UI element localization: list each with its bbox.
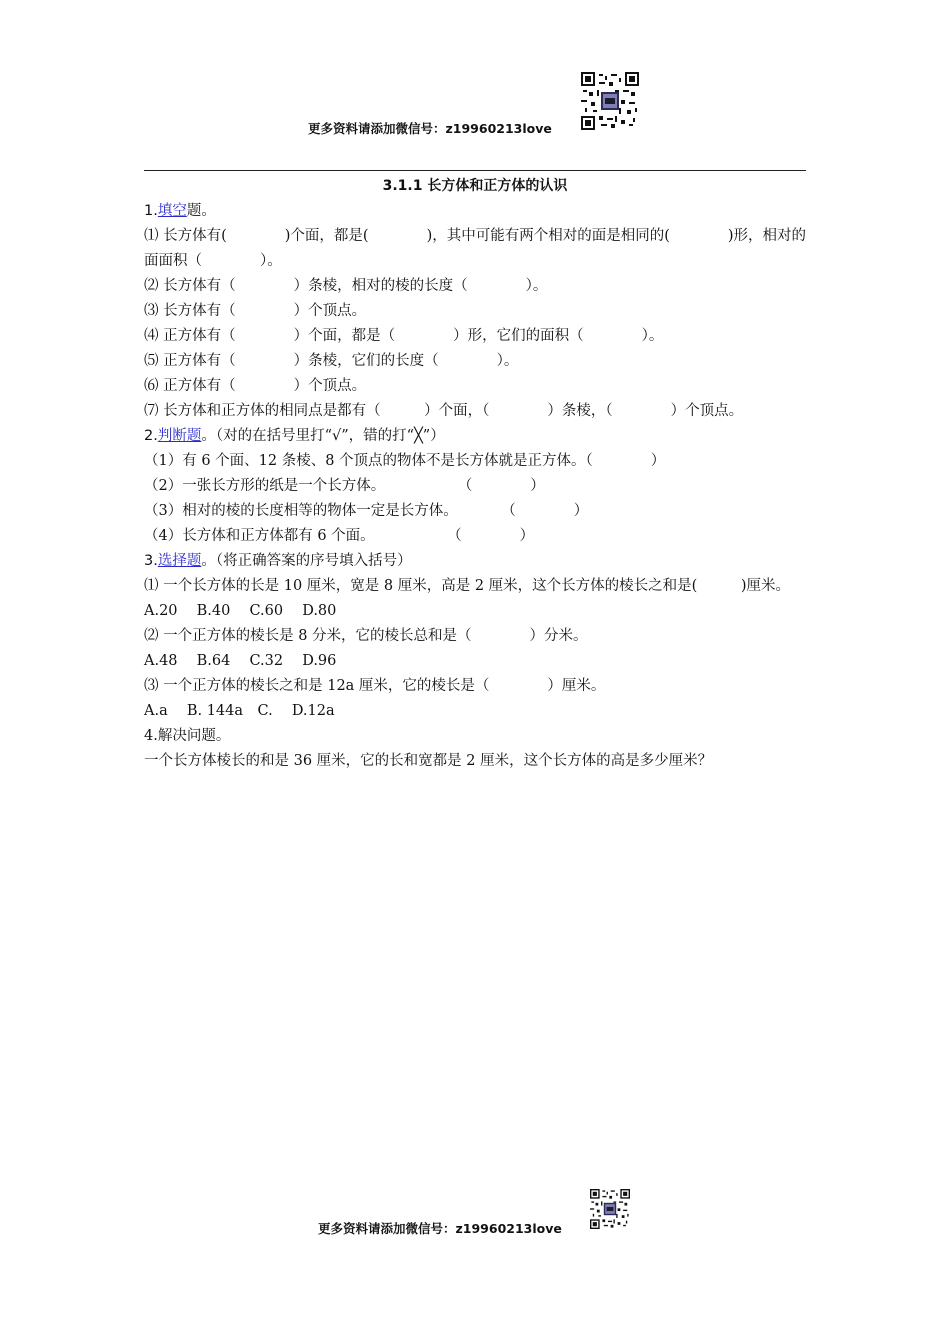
s2-item-1: （1）有 6 个面、12 条棱、8 个顶点的物体不是长方体就是正方体。（ ） <box>144 453 666 469</box>
section-3-suffix: 。（将正确答案的序号填入括号） <box>201 553 412 569</box>
section-3-heading <box>144 549 814 574</box>
page-title: 3.1.1 长方体和正方体的认识 <box>382 178 568 194</box>
section-1-number: 1. <box>144 203 158 219</box>
section-1-suffix: 题。 <box>186 203 216 219</box>
s3-question-1-options: A.20 B.40 C.60 D.80 <box>144 603 337 619</box>
section-2-heading <box>144 424 814 449</box>
multiple-choice-link[interactable]: 选择题 <box>157 553 202 569</box>
section-1-heading <box>144 199 814 224</box>
s4-problem: 一个长方体棱长的和是 36 厘米，它的长和宽都是 2 厘米，这个长方体的高是多少厘米？ <box>144 753 713 769</box>
s3-question-3: ⑶ 一个正方体的棱长之和是 12a 厘米，它的棱长是（ ）厘米。 <box>144 678 606 694</box>
s3-question-1: ⑴ 一个长方体的长是 10 厘米，宽是 8 厘米，高是 2 厘米，这个长方体的棱长之和是( )厘米。 <box>144 578 790 594</box>
s2-item-2: （2）一张长方形的纸是一个长方体。 （ ） <box>144 478 545 494</box>
s1-item-3: ⑶ 长方体有（ ）个顶点。 <box>144 303 367 319</box>
section-4-heading: 4.解决问题。 <box>144 728 231 744</box>
section-3-number: 3. <box>144 553 158 569</box>
true-false-link[interactable]: 判断题 <box>157 428 202 444</box>
s3-question-2-options: A.48 B.64 C.32 D.96 <box>144 653 337 669</box>
s1-item-5: ⑸ 正方体有（ ）条棱，它们的长度（ ）。 <box>144 353 519 369</box>
s1-item-2: ⑵ 长方体有（ ）条棱，相对的棱的长度（ ）。 <box>144 278 548 294</box>
s1-item-7: ⑺ 长方体和正方体的相同点是都有（ ）个面，（ ）条棱，（ ）个顶点。 <box>144 403 744 419</box>
s2-item-3: （3）相对的棱的长度相等的物体一定是长方体。 （ ） <box>144 503 589 519</box>
fill-blank-link[interactable]: 填空 <box>157 203 187 219</box>
s1-item-4: ⑷ 正方体有（ ）个面，都是（ ）形，它们的面积（ ）。 <box>144 328 664 344</box>
section-2-number: 2. <box>144 428 158 444</box>
s1-item-6: ⑹ 正方体有（ ）个顶点。 <box>144 378 367 394</box>
qr-code-icon <box>581 72 639 130</box>
qr-code-icon <box>590 1189 630 1229</box>
s3-question-2: ⑵ 一个正方体的棱长是 8 分米，它的棱长总和是（ ）分米。 <box>144 628 588 644</box>
section-2-suffix: 。（对的在括号里打“√”，错的打“╳”） <box>201 428 445 444</box>
s2-item-4: （4）长方体和正方体都有 6 个面。 （ ） <box>144 528 535 544</box>
header-divider <box>144 170 806 171</box>
header-wechat-text: 更多资料请添加微信号：z19960213love <box>308 121 552 136</box>
worksheet-content <box>144 199 814 774</box>
s3-question-3-options: A.a B. 144a C. D.12a <box>144 703 335 719</box>
s1-item-1: ⑴ 长方体有( )个面，都是( )，其中可能有两个相对的面是相同的( )形，相对的面面积（ ）。 <box>144 228 807 269</box>
footer-wechat-text: 更多资料请添加微信号：z19960213love <box>318 1221 562 1236</box>
